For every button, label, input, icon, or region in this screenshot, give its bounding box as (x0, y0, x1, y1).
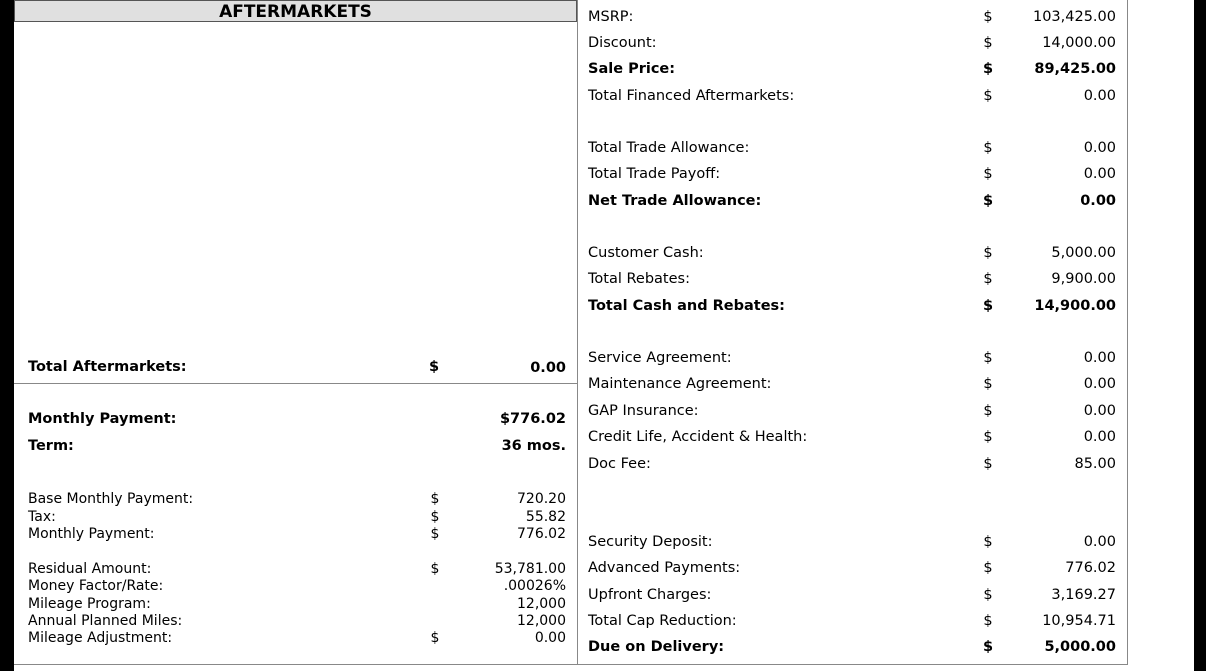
row-value: 89,425.00 (1034, 61, 1116, 77)
row-value: 0.00 (1083, 140, 1116, 156)
row-label: GAP Insurance: (588, 403, 699, 419)
detail-value: 12,000 (517, 613, 566, 629)
row-label: Sale Price: (588, 61, 676, 77)
row-dollar: $ (983, 88, 993, 104)
row-label: MSRP: (588, 9, 634, 25)
row-dollar: $ (983, 166, 993, 182)
row-label: Credit Life, Accident & Health: (588, 429, 808, 445)
monthly-payment-value: $776.02 (499, 411, 566, 427)
row-dollar: $ (983, 35, 993, 51)
row-dollar: $ (983, 587, 993, 603)
section-divider (14, 383, 577, 384)
detail-label: Annual Planned Miles: (28, 613, 183, 629)
row-value: 0.00 (1083, 429, 1116, 445)
term-value: 36 mos. (501, 438, 566, 454)
row-label: Discount: (588, 35, 657, 51)
row-label: Upfront Charges: (588, 587, 712, 603)
row-dollar: $ (982, 298, 994, 314)
row-value: 14,900.00 (1034, 298, 1116, 314)
row-value: 14,000.00 (1042, 35, 1116, 51)
detail-value: 53,781.00 (494, 561, 566, 577)
detail-label: Mileage Program: (28, 596, 151, 612)
detail-label: Mileage Adjustment: (28, 630, 173, 646)
row-label: Service Agreement: (588, 350, 732, 366)
detail-dollar: $ (430, 491, 440, 507)
row-value: 103,425.00 (1032, 9, 1116, 25)
row-label: Total Cap Reduction: (588, 613, 737, 629)
detail-value: 720.20 (517, 491, 566, 507)
row-label: Due on Delivery: (588, 639, 725, 655)
bottom-border (14, 664, 1128, 665)
detail-value: 12,000 (517, 596, 566, 612)
total-aftermarkets-value: 0.00 (530, 360, 566, 376)
row-dollar: $ (983, 456, 993, 472)
detail-label: Base Monthly Payment: (28, 491, 194, 507)
row-label: Total Financed Aftermarkets: (588, 88, 795, 104)
row-value: 0.00 (1083, 376, 1116, 392)
detail-label: Tax: (28, 509, 56, 525)
row-dollar: $ (983, 271, 993, 287)
row-label: Doc Fee: (588, 456, 651, 472)
detail-value: 776.02 (517, 526, 566, 542)
row-dollar: $ (983, 613, 993, 629)
row-value: 3,169.27 (1051, 587, 1116, 603)
deal-worksheet (14, 0, 1194, 671)
row-value: 776.02 (1065, 560, 1116, 576)
monthly-payment-label: Monthly Payment: (28, 411, 177, 427)
row-value: 5,000.00 (1051, 245, 1116, 261)
detail-label: Money Factor/Rate: (28, 578, 164, 594)
detail-value: 55.82 (525, 509, 566, 525)
term-label: Term: (28, 438, 74, 454)
row-value: 0.00 (1083, 166, 1116, 182)
row-label: Maintenance Agreement: (588, 376, 772, 392)
total-aftermarkets-dollar: $ (429, 359, 440, 375)
row-label: Total Rebates: (588, 271, 690, 287)
row-label: Total Trade Payoff: (588, 166, 721, 182)
row-dollar: $ (983, 534, 993, 550)
row-label: Net Trade Allowance: (588, 193, 762, 209)
row-value: 85.00 (1074, 456, 1116, 472)
row-value: 0.00 (1083, 350, 1116, 366)
row-label: Advanced Payments: (588, 560, 741, 576)
row-label: Total Cash and Rebates: (588, 298, 785, 314)
row-value: 0.00 (1083, 88, 1116, 104)
row-dollar: $ (982, 61, 994, 77)
detail-dollar: $ (430, 509, 440, 525)
row-dollar: $ (983, 560, 993, 576)
row-dollar: $ (982, 639, 994, 655)
row-label: Total Trade Allowance: (588, 140, 750, 156)
row-dollar: $ (983, 9, 993, 25)
row-value: 5,000.00 (1044, 639, 1116, 655)
row-dollar: $ (983, 245, 993, 261)
row-value: 0.00 (1080, 193, 1116, 209)
detail-value: 0.00 (534, 630, 566, 646)
row-value: 9,900.00 (1051, 271, 1116, 287)
row-dollar: $ (983, 376, 993, 392)
row-dollar: $ (982, 193, 994, 209)
row-dollar: $ (983, 429, 993, 445)
detail-label: Residual Amount: (28, 561, 152, 577)
detail-value: .00026% (503, 578, 566, 594)
row-label: Customer Cash: (588, 245, 704, 261)
total-aftermarkets-label: Total Aftermarkets: (28, 359, 187, 375)
detail-dollar: $ (430, 561, 440, 577)
detail-label: Monthly Payment: (28, 526, 155, 542)
row-value: 0.00 (1083, 403, 1116, 419)
detail-dollar: $ (430, 630, 440, 646)
detail-dollar: $ (430, 526, 440, 542)
row-value: 0.00 (1083, 534, 1116, 550)
row-dollar: $ (983, 350, 993, 366)
row-label: Security Deposit: (588, 534, 713, 550)
aftermarkets-header: AFTERMARKETS (14, 0, 577, 22)
row-dollar: $ (983, 140, 993, 156)
row-dollar: $ (983, 403, 993, 419)
column-divider (577, 0, 578, 665)
row-value: 10,954.71 (1042, 613, 1116, 629)
right-border (1127, 0, 1128, 665)
